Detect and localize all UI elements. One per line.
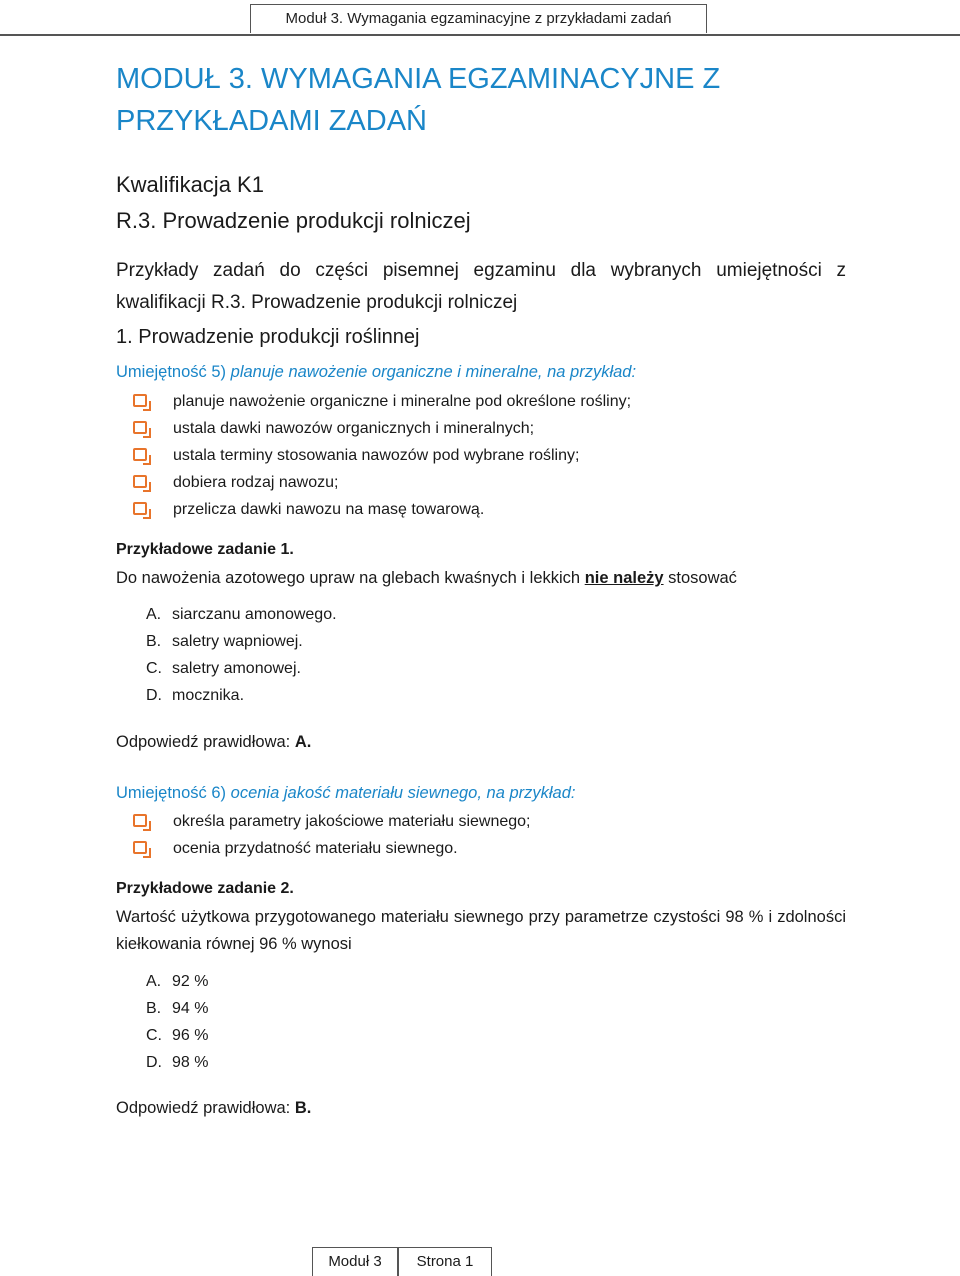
skill-6-list bbox=[133, 808, 531, 862]
skill-5-text: planuje nawożenie organiczne i mineralne, na przykład: bbox=[230, 363, 637, 381]
option: A. siarczanu amonowego. bbox=[146, 606, 337, 623]
checkbox-bullet-icon bbox=[133, 841, 147, 854]
checkbox-bullet-icon bbox=[133, 421, 147, 434]
task-1-answer: Odpowiedź prawidłowa: A. bbox=[116, 733, 312, 751]
skill-5-heading bbox=[116, 363, 636, 382]
checkbox-bullet-icon bbox=[133, 394, 147, 407]
emphasis: nie należy bbox=[584, 569, 664, 587]
running-header: Moduł 3. Wymagania egzaminacyjne z przykładami zadań bbox=[250, 4, 707, 33]
module-title: MODUŁ 3. WYMAGANIA EGZAMINACYJNE Z PRZYKŁADAMI ZADAŃ bbox=[116, 63, 721, 137]
footer-module: Moduł 3 bbox=[312, 1247, 398, 1276]
task-2-options bbox=[146, 968, 208, 1076]
footer-page-number: Strona 1 bbox=[398, 1247, 492, 1276]
list-item: ustala dawki nawozów organicznych i mineralnych; bbox=[133, 415, 631, 442]
list-item: dobiera rodzaj nawozu; bbox=[133, 469, 631, 496]
skill-6-heading bbox=[116, 784, 576, 803]
task-2-heading: Przykładowe zadanie 2. bbox=[116, 880, 294, 897]
list-item: określa parametry jakościowe materiału siewnego; bbox=[133, 808, 531, 835]
option: C. saletry amonowej. bbox=[146, 660, 301, 677]
task-1-heading: Przykładowe zadanie 1. bbox=[116, 541, 294, 558]
qualification-code: Kwalifikacja K1 bbox=[116, 172, 264, 197]
checkbox-bullet-icon bbox=[133, 448, 147, 461]
task-1-options bbox=[146, 601, 337, 709]
skill-6-prefix: Umiejętność 6) bbox=[116, 784, 227, 802]
examples-title: Przykłady zadań do części pisemnej egzaminu dla wybranych umiejętności z kwalifikacji R.3. Prowadzenie produkcji rolniczej bbox=[116, 260, 846, 313]
option: D. mocznika. bbox=[146, 687, 245, 704]
skill-5-list bbox=[133, 388, 631, 523]
checkbox-bullet-icon bbox=[133, 475, 147, 488]
list-item: przelicza dawki nawozu na masę towarową. bbox=[133, 496, 631, 523]
list-item: planuje nawożenie organiczne i mineralne pod określone rośliny; bbox=[133, 388, 631, 415]
task-1-question: Do nawożenia azotowego upraw na glebach kwaśnych i lekkich nie należy stosować bbox=[116, 569, 737, 587]
option: D. 98 % bbox=[146, 1054, 209, 1071]
list-item: ocenia przydatność materiału siewnego. bbox=[133, 835, 531, 862]
skill-6-text: ocenia jakość materiału siewnego, na przykład: bbox=[230, 784, 576, 802]
qualification-name: R.3. Prowadzenie produkcji rolniczej bbox=[116, 208, 471, 233]
option: B. 94 % bbox=[146, 1000, 209, 1017]
skill-5-prefix: Umiejętność 5) bbox=[116, 363, 227, 381]
task-2-question: Wartość użytkowa przygotowanego materiału siewnego przy parametrze czystości 98 % i zdolności kiełkowania równej 96 % wynosi bbox=[116, 908, 846, 953]
task-2-answer: Odpowiedź prawidłowa: B. bbox=[116, 1099, 312, 1117]
list-item: ustala terminy stosowania nawozów pod wybrane rośliny; bbox=[133, 442, 631, 469]
option: B. saletry wapniowej. bbox=[146, 633, 303, 650]
option: A. 92 % bbox=[146, 973, 209, 990]
checkbox-bullet-icon bbox=[133, 502, 147, 515]
checkbox-bullet-icon bbox=[133, 814, 147, 827]
header-rule bbox=[0, 34, 960, 36]
section-heading: 1. Prowadzenie produkcji roślinnej bbox=[116, 326, 420, 348]
option: C. 96 % bbox=[146, 1027, 209, 1044]
